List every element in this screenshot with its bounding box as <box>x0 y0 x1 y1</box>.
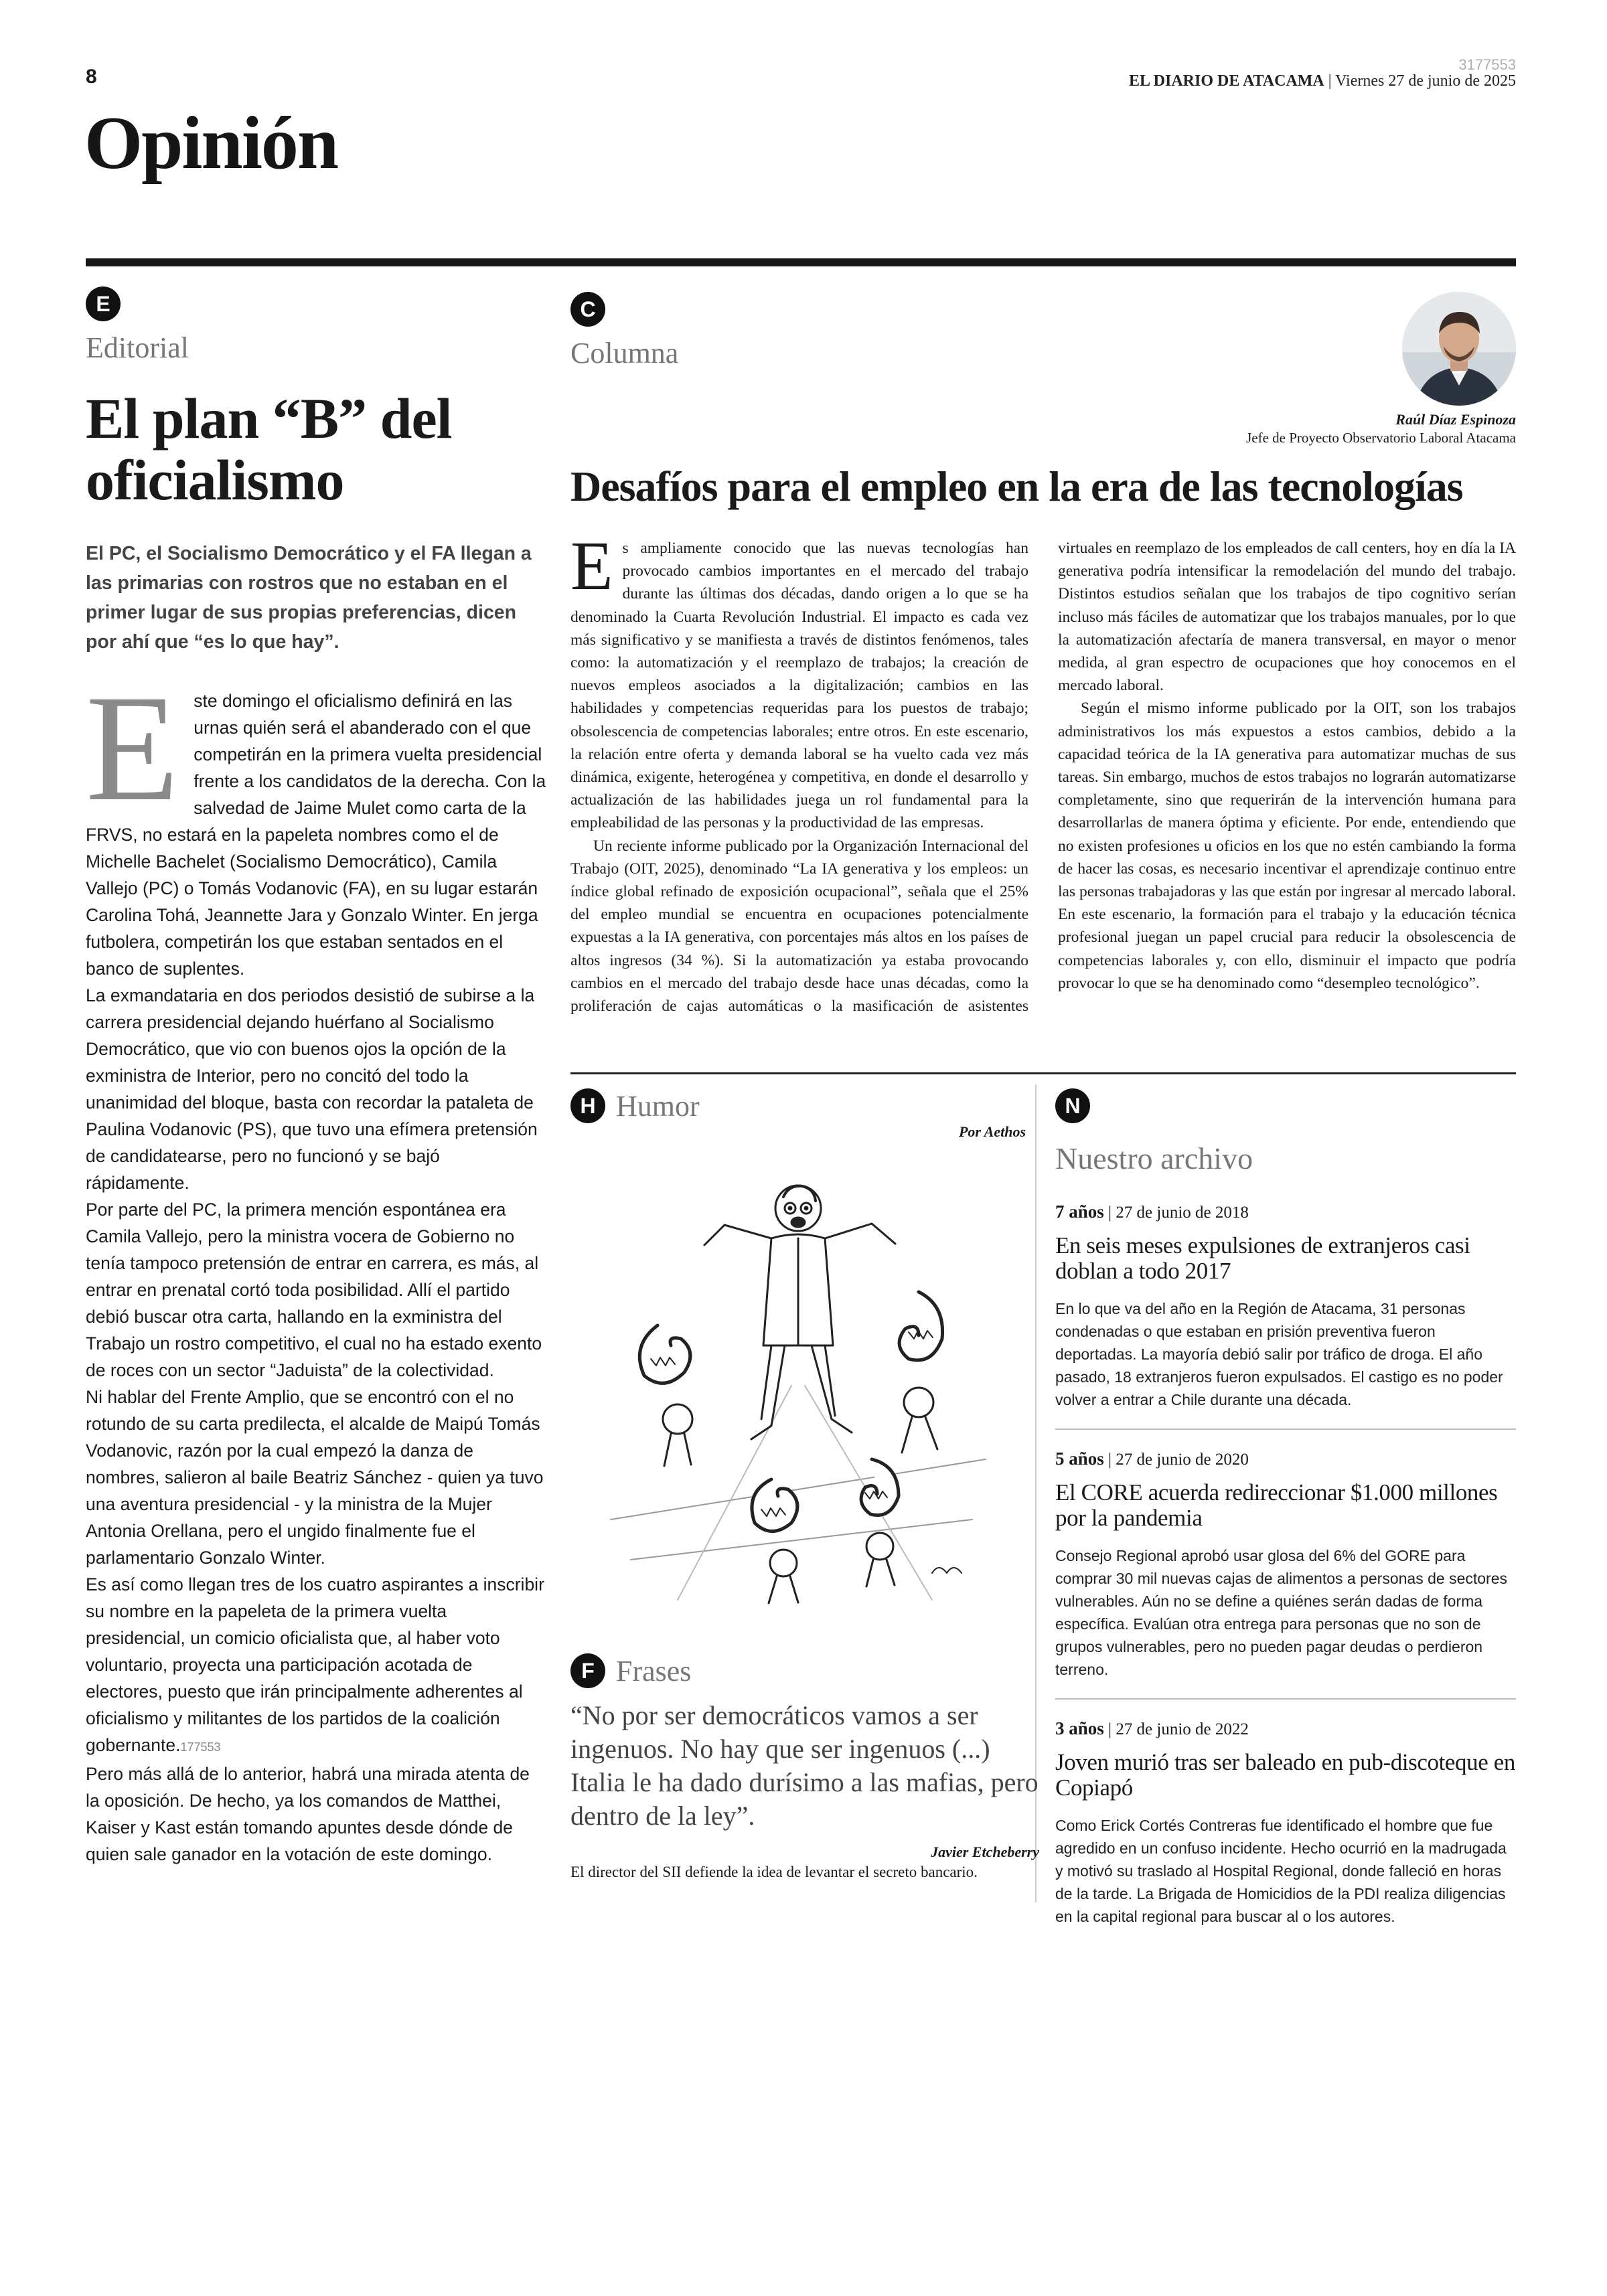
archive-headline: En seis meses expulsiones de extranjeros casi doblan a todo 2017 <box>1055 1232 1470 1284</box>
issue-date: Viernes 27 de junio de 2025 <box>1335 72 1516 90</box>
editorial-badge: E <box>86 286 121 321</box>
archive-item <box>1055 1449 1516 1700</box>
archive-item <box>1055 1202 1516 1430</box>
editorial-paragraph: Pero más allá de lo anterior, habrá una mirada atenta de la oposición. De hecho, ya los comandos de Matthei, Kaiser y Kast están tomando apuntes desde dónde de quien sale ganador en la votación de este domingo. <box>86 1764 530 1864</box>
paper-masthead <box>1129 72 1516 90</box>
section-title: Opinión <box>84 102 338 185</box>
frases-kicker: Frases <box>616 1654 692 1688</box>
humor-byline: Por Aethos <box>958 1123 1026 1140</box>
column-headline: Desafíos para el empleo en la era de las tecnologías <box>570 463 1463 510</box>
top-rule <box>86 258 1516 266</box>
page-code: 3177553 <box>1458 56 1516 73</box>
editorial-paragraph: La exmandataria en dos periodos desistió de subirse a la carrera presidencial dejando huérfano al Socialismo Democrático, que vio con buenos ojos la opción de la exministra de Interior, pero no concitó del todo la unanimidad del bloque, basta con recordar la pataleta de Paulina Vodanovic (PS), que tuvo una efímera pretensión de candidatearse, pero no funcionó y se bajó rápidamente. <box>86 985 538 1193</box>
humor-kicker: Humor <box>616 1089 700 1123</box>
editorial-lead: El PC, el Socialismo Democrático y el FA llegan a las primarias con rostros que no estaban en el primer lugar de sus propias preferencias, dicen por ahí que “es lo que hay”. <box>86 543 532 653</box>
humor-badge: H <box>570 1088 605 1123</box>
archive-body: Consejo Regional aprobó usar glosa del 6% del GORE para comprar 30 mil nuevas cajas de alimentos a personas de sectores vulnerables. Aún no se define a quiénes serán dadas de forma específica. Evalúan otra entrega para personas que no son de grupos vulnerables, pero no pueden pagar deudas o perdieron terreno. <box>1055 1547 1508 1678</box>
humor-section <box>570 1088 1026 1140</box>
author-photo <box>1402 292 1516 406</box>
editorial-paragraph: Por parte del PC, la primera mención espontánea era Camila Vallejo, pero la ministra vocera de Gobierno no tenía tampoco pretensión de entrar en carrera, es más, al entrar en prenatal cortó toda posibilidad. Allí el partido debió buscar otra carta, hallando en la exministra del Trabajo un rostro competitivo, el cual no ha estado exento de roces con un sector “Jaduista” de la colectividad. <box>86 1200 542 1380</box>
editorial-kicker: Editorial <box>86 331 189 364</box>
column-paragraph-text: s ampliamente conocido que las nuevas tecnologías han provocado cambios importantes en el mercado del trabajo durante las últimas dos décadas, dando origen a lo que se ha denominado la Cuarta Revolución Industrial. El impacto es cada vez más significativo y se manifiesta a través de distintos fenómenos, tales como: la automatización y el reemplazo de trabajos; la creación de nuevos empleos asociados a la digitalización; cambios en las habilidades y competencias requeridas para los puestos de trabajo; obsolescencia de competencias laborales; entre otros. En este escenario, la relación entre oferta y demanda laboral se ha vuelto cada vez más dinámica, exigente, heterogénea y competitiva, en donde el desarrollo y actualización de las habilidades juega un rol fundamental para la empleabilidad de las personas y la productividad de las empresas. <box>570 540 1028 832</box>
archive-meta: 5 años | 27 de junio de 2020 <box>1055 1449 1249 1469</box>
editorial-dropcap: E <box>86 664 179 833</box>
column-badge: C <box>570 292 605 327</box>
archive-title: Nuestro archivo <box>1055 1141 1253 1175</box>
editorial-paragraph <box>86 664 548 982</box>
frase-quote: “No por ser democráticos vamos a ser ingenuos. No hay que ser ingenuos (...) Italia le ha dado durísimo a las mafias, pero dentro de la ley”. <box>570 1700 1039 1831</box>
editorial-headline-line2: oficialismo <box>86 448 344 512</box>
frases-badge: F <box>570 1653 605 1688</box>
column-body <box>570 527 1516 1017</box>
archive-item <box>1055 1718 1516 1928</box>
archive-divider <box>1055 1698 1516 1700</box>
column-dropcap: E <box>570 527 613 604</box>
frases-section <box>570 1653 1039 1881</box>
archive-meta: 3 años | 27 de junio de 2022 <box>1055 1718 1249 1738</box>
archive-headline: Joven murió tras ser baleado en pub-discoteque en Copiapó <box>1055 1749 1515 1801</box>
archive-body: Como Erick Cortés Contreras fue identificado el hombre que fue agredido en un confuso incidente. Hecho ocurrió en la madrugada y motivó su traslado al Hospital Regional, donde falleció en horas de la tarde. La Brigada de Homicidios de la PDI realiza diligencias en la capital regional para buscar al o los autores. <box>1055 1817 1507 1925</box>
editorial-code: 177553 <box>180 1740 221 1754</box>
author-role: Jefe de Proyecto Observatorio Laboral Atacama <box>1246 430 1516 446</box>
author-name: Raúl Díaz Espinoza <box>1395 411 1516 428</box>
archive-years: 5 años <box>1055 1449 1104 1469</box>
editorial-body <box>86 664 548 1868</box>
editorial-section <box>86 286 548 1868</box>
column-paragraph: Un reciente informe publicado por la Organización Internacional del Trabajo (OIT, 2025), denominado “La IA generativa y los empleos: un índice global refinado de exposición ocupacional”, señala que el 25% del empleo mundial se encuentra en ocupaciones potencialmente expuestas a la IA generativa, con porcentajes más altos en los países de altos ingresos (34 %). Si la automatización ya estaba provocando cambios en el mercado del trabajo desde hace unas décadas, como la proliferación de cajas automáticas o la masificación de asistentes virtuales en reemplazo de los empleados de call centers, hoy en día la IA generativa podría intensificar la remodelación del mundo del trabajo. Distintos estudios señalan que los trabajos de tipo cognitivo serían incluso más fáciles de automatizar que los trabajos manuales, por lo que la automatización afectaría de manera transversal, en mayor o menor medida, al gran espectro de ocupaciones que hoy conocemos en el mercado laboral. <box>570 540 1516 1015</box>
frase-context: El director del SII defiende la idea de levantar el secreto bancario. <box>570 1864 978 1880</box>
page-number: 8 <box>86 66 97 88</box>
column-paragraph <box>570 527 1028 835</box>
editorial-paragraph-text: Es así como llegan tres de los cuatro aspirantes a inscribir su nombre en la papeleta de la primera vuelta presidencial, un comicio oficialista que, al haber voto voluntario, proyecta una participación acotada de electores, puesto que irán principalmente adherentes al oficialismo y militantes de los partidos de la coalición gobernante. <box>86 1574 544 1755</box>
humor-cartoon <box>570 1145 1026 1613</box>
archive-body: En lo que va del año en la Región de Atacama, 31 personas condenadas o que estaban en prisión preventiva fueron deportadas. La mayoría debió salir por tráfico de droga. El año pasado, 18 extranjeros fueron expulsados. El castigo es no poder volver a entrar a Chile durante una década. <box>1055 1300 1503 1408</box>
paper-name: EL DIARIO DE ATACAMA <box>1128 72 1324 90</box>
frase-author: Javier Etcheberry <box>931 1843 1039 1860</box>
archive-years: 3 años <box>1055 1718 1104 1738</box>
editorial-headline-line1: El plan “B” del <box>86 386 452 450</box>
archive-headline: El CORE acuerda redireccionar $1.000 millones por la pandemia <box>1055 1479 1498 1531</box>
archive-divider <box>1055 1428 1516 1430</box>
archive-date: 27 de junio de 2022 <box>1116 1720 1249 1738</box>
archive-date: 27 de junio de 2020 <box>1116 1451 1249 1469</box>
editorial-paragraph <box>86 1571 548 1760</box>
editorial-headline <box>86 388 548 511</box>
archive-badge: N <box>1055 1088 1090 1123</box>
editorial-paragraph-text: ste domingo el oficialismo definirá en las urnas quién será el abanderado con el que competirán en la primera vuelta presidencial frente a los candidatos de la derecha. Con la salvedad de Jaime Mulet como carta de la FRVS, no estará en la papeleta nombres como el de Michelle Bachelet (Socialismo Democrático), Camila Vallejo (PC) o Tomás Vodanovic (FA), en su lugar estarán Carolina Tohá, Jeannette Jara y Gonzalo Winter. En jerga futbolera, competirán los que estaban sentados en el banco de suplentes. <box>86 691 546 979</box>
archive-date: 27 de junio de 2018 <box>1116 1204 1249 1222</box>
header-separator: | <box>1328 72 1332 90</box>
editorial-paragraph: Ni hablar del Frente Amplio, que se encontró con el no rotundo de su carta predilecta, el alcalde de Maipú Tomás Vodanovic, razón por la cual empezó la danza de nombres, salieron al baile Beatriz Sánchez - quien ya tuvo una aventura presidencial - y la ministra de la Mujer Antonia Orellana, pero el ungido finalmente fue el parlamentario Gonzalo Winter. <box>86 1387 544 1568</box>
archive-section <box>1055 1088 1516 1928</box>
archive-years: 7 años <box>1055 1202 1104 1222</box>
archive-meta: 7 años | 27 de junio de 2018 <box>1055 1202 1249 1222</box>
column-kicker: Columna <box>570 337 679 370</box>
column-paragraph: Según el mismo informe publicado por la OIT, son los trabajos administrativos los más expuestos a estos cambios, debido a la capacidad teórica de la IA generativa para automatizar muchas de sus tareas. Sin embargo, muchos de estos trabajos no lograrán automatizarse completamente, sino que requerirán de la intervención humana para desarrollarlas de manera óptima y eficiente. Por ende, entendiendo que no existen profesiones u oficios en los que no estén cambiando la forma de hacer las cosas, es necesario incentivar el aprendizaje continuo entre las personas trabajadoras y las que están por ingresar al mercado laboral. En este escenario, la formación para el trabajo y la educación técnica profesional juegan un papel crucial para reducir la obsolescencia de competencias laborales y, con ello, disminuir el impacto que podría provocar lo que se ha denominado como “desempleo tecnológico”. <box>1058 700 1516 992</box>
mid-rule <box>570 1072 1516 1074</box>
